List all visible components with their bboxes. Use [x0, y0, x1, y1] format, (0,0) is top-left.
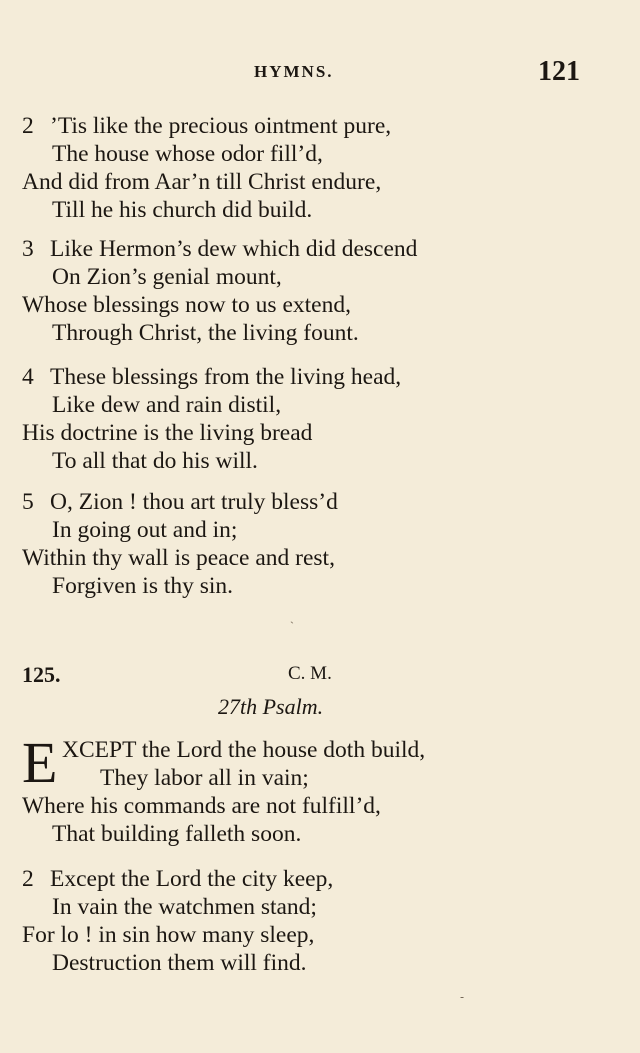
ornament-mark: ‐	[460, 990, 465, 1004]
stanza-line: In vain the watchmen stand;	[52, 894, 317, 920]
hymn-stanza-2	[22, 865, 602, 977]
stanza-line: The house whose odor fill’d,	[52, 141, 323, 167]
stanza-number: 2	[22, 866, 34, 892]
stanza-line: Within thy wall is peace and rest,	[22, 545, 335, 571]
stanza-line: They labor all in vain;	[100, 765, 309, 791]
running-title: HYMNS.	[254, 62, 334, 81]
stanza-line: Till he his church did build.	[52, 197, 313, 223]
stanza-number: 5	[22, 489, 34, 515]
stanza-3	[22, 235, 602, 347]
stanza-line: His doctrine is the living bread	[22, 420, 313, 446]
hymn-meter: C. M.	[288, 663, 332, 684]
stanza-line: That building falleth soon.	[52, 821, 302, 847]
running-head	[0, 58, 640, 88]
stanza-line: On Zion’s genial mount,	[52, 264, 282, 290]
stanza-line: ’Tis like the precious ointment pure,	[50, 113, 392, 139]
stanza-line: O, Zion ! thou art truly bless’d	[50, 489, 338, 515]
hymn-subtitle: 27th Psalm.	[218, 694, 324, 719]
stanza-line: To all that do his will.	[52, 448, 258, 474]
stanza-5	[22, 488, 602, 600]
stanza-line: Like dew and rain distil,	[52, 392, 282, 418]
stanza-line: These blessings from the living head,	[50, 364, 402, 390]
stanza-line: In going out and in;	[52, 517, 238, 543]
stanza-line: Through Christ, the living fount.	[52, 320, 359, 346]
ornament-mark: ˏ	[290, 610, 294, 624]
stanza-line: Destruction them will find.	[52, 950, 307, 976]
stanza-line: Except the Lord the city keep,	[50, 866, 334, 892]
stanza-number: 4	[22, 364, 34, 390]
stanza-line: For lo ! in sin how many sleep,	[22, 922, 315, 948]
stanza-line: And did from Aar’n till Christ endure,	[22, 169, 382, 195]
hymn-number: 125.	[22, 662, 61, 687]
stanza-line: Like Hermon’s dew which did descend	[50, 236, 418, 262]
stanza-4	[22, 363, 602, 475]
stanza-line: Whose blessings now to us extend,	[22, 292, 351, 318]
hymn-header	[22, 662, 602, 692]
stanza-2	[22, 112, 602, 224]
hymn-stanza-1	[22, 730, 612, 848]
stanza-number: 3	[22, 236, 34, 262]
page-number: 121	[538, 56, 580, 87]
stanza-line: Where his commands are not fulfill’d,	[22, 793, 381, 819]
stanza-line: XCEPT the Lord the house doth build,	[62, 737, 426, 763]
drop-cap: E	[22, 730, 58, 795]
stanza-number: 2	[22, 113, 34, 139]
stanza-line: Forgiven is thy sin.	[52, 573, 234, 599]
